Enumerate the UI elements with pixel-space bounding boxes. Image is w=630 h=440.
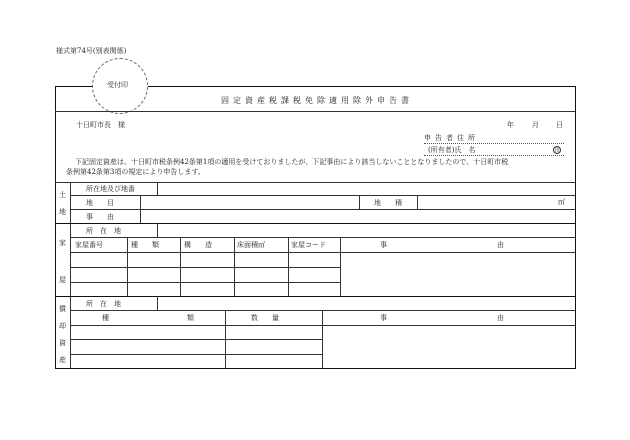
date-day-label: 日 <box>556 121 563 129</box>
land-location-divider <box>157 182 158 195</box>
land-reason-label: 事 由 <box>86 213 114 221</box>
seal-mark: 印 <box>554 148 560 154</box>
form-left-border <box>55 86 56 368</box>
land-chiseki-label: 地 積 <box>374 199 402 207</box>
land-side-label-2: 地 <box>59 208 66 216</box>
land-row-divider-2 <box>70 209 575 210</box>
land-reason-divider <box>140 209 141 223</box>
form-code: 様式第74号(別表関係) <box>56 47 127 55</box>
house-col-floor-area: 床面積㎡ <box>237 241 265 249</box>
house-col-number: 家屋番号 <box>75 241 103 249</box>
depreciable-col-reason-1: 事 <box>380 314 387 322</box>
house-col-reason-2: 由 <box>497 241 504 249</box>
house-col-reason-1: 事 <box>380 241 387 249</box>
house-top-border <box>55 223 575 224</box>
land-chimoku-divider <box>140 195 141 209</box>
depreciable-side-label-2: 却 <box>59 322 66 330</box>
depreciable-location-divider <box>157 296 158 310</box>
depreciable-side-label-1: 償 <box>59 305 66 313</box>
depreciable-col-type-1: 種 <box>102 314 109 322</box>
depreciable-location-label: 所 在 地 <box>86 300 121 308</box>
form-right-border <box>575 86 576 368</box>
name-underline <box>424 155 564 156</box>
land-row-divider-1 <box>70 195 575 196</box>
date-year-label: 年 <box>507 121 514 129</box>
depreciable-side-label-4: 産 <box>59 356 66 364</box>
statement-line-2: 条例第42条第3項の規定により申告します。 <box>66 168 205 176</box>
statement-line-1: 下記固定資産は、十日町市税条例42条第1項の適用を受けておりましたが、下記事由により該当しないこととなりましたので、十日町市税 <box>75 158 509 166</box>
land-chimoku-label: 地 目 <box>86 199 114 207</box>
declarant-address-label: 申告者住所 <box>424 134 479 142</box>
house-col-type: 種 類 <box>131 241 159 249</box>
house-col-structure: 構 造 <box>184 241 212 249</box>
depreciable-side-label-3: 資 <box>59 339 66 347</box>
land-top-border <box>55 182 575 183</box>
address-underline <box>424 143 564 144</box>
land-side-label-1: 土 <box>59 191 66 199</box>
land-chiseki-left-divider <box>359 195 360 209</box>
house-col-divider-5 <box>340 237 341 296</box>
title-row-divider <box>55 111 575 112</box>
land-area-unit: ㎡ <box>558 198 565 206</box>
house-side-label-2: 屋 <box>59 276 66 284</box>
depreciable-col-reason-2: 由 <box>497 314 504 322</box>
house-side-label-1: 家 <box>59 239 66 247</box>
date-month-label: 月 <box>532 121 539 129</box>
house-header-top <box>70 237 575 238</box>
house-row-divider-1 <box>70 267 340 268</box>
house-row-divider-2 <box>70 282 340 283</box>
depreciable-col-type-2: 類 <box>187 314 194 322</box>
declarant-name-label: (所有者)氏 名 <box>428 146 476 154</box>
addressee: 十日町市長 様 <box>76 121 125 129</box>
land-chiseki-right-divider <box>417 195 418 209</box>
depreciable-top-border <box>55 296 575 297</box>
house-header-bottom <box>70 252 575 253</box>
depreciable-col-quantity: 数 量 <box>251 314 279 322</box>
depreciable-row-divider-2 <box>70 354 322 355</box>
house-location-label: 所 在 地 <box>86 227 121 235</box>
land-location-label: 所在地及び地番 <box>86 185 135 193</box>
depreciable-col-divider-2 <box>322 310 323 368</box>
stamp-label: 受付印 <box>107 81 128 89</box>
house-location-divider <box>157 223 158 237</box>
house-col-code: 家屋コード <box>291 241 326 249</box>
form-title: 固定資産税課税免除適用除外申告書 <box>221 96 413 105</box>
form-bottom-border <box>55 368 576 369</box>
depreciable-row-divider-1 <box>70 339 322 340</box>
